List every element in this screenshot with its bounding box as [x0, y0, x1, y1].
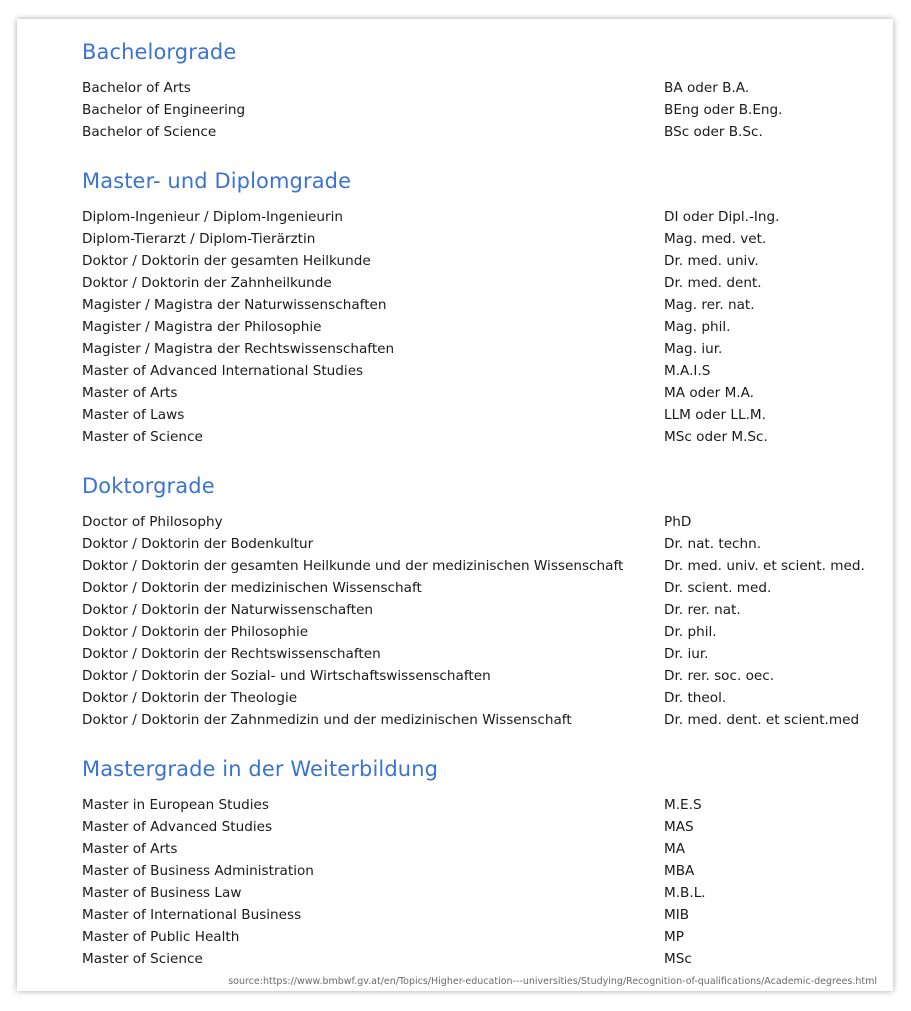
- degrees-card: [17, 19, 893, 991]
- degree-name: Doktor / Doktorin der medizinischen Wissenschaft: [82, 580, 422, 596]
- degree-row: [82, 599, 882, 621]
- degree-name: Bachelor of Science: [82, 124, 217, 140]
- degree-abbreviation: Dr. rer. soc. oec.: [664, 668, 775, 684]
- degree-row: [82, 838, 882, 860]
- degree-list: [82, 206, 882, 448]
- section-title: Mastergrade in der Weiterbildung: [82, 757, 439, 781]
- degree-name: Bachelor of Engineering: [82, 102, 246, 118]
- degree-name: Doktor / Doktorin der Zahnheilkunde: [82, 275, 332, 291]
- degree-name: Master of Public Health: [82, 929, 240, 945]
- degree-name: Doktor / Doktorin der Zahnmedizin und der medizinischen Wissenschaft: [82, 712, 572, 728]
- degree-row: [82, 338, 882, 360]
- degree-name: Magister / Magistra der Rechtswissenschaften: [82, 341, 395, 357]
- degree-name: Master of Business Administration: [82, 863, 314, 879]
- degree-row: [82, 709, 882, 731]
- degree-abbreviation: MP: [664, 929, 684, 945]
- degree-list: [82, 794, 882, 970]
- degree-row: [82, 294, 882, 316]
- section-title: Bachelorgrade: [82, 40, 237, 64]
- degree-name: Master of Arts: [82, 841, 178, 857]
- degree-abbreviation: MA: [664, 841, 686, 857]
- degree-abbreviation: Dr. med. univ.: [664, 253, 759, 269]
- degree-row: [82, 228, 882, 250]
- degree-name: Doktor / Doktorin der Naturwissenschaften: [82, 602, 374, 618]
- degree-abbreviation: Dr. iur.: [664, 646, 709, 662]
- section-bachelorgrade: [82, 39, 882, 143]
- degree-abbreviation: Dr. phil.: [664, 624, 717, 640]
- degree-abbreviation: Dr. scient. med.: [664, 580, 772, 596]
- degree-abbreviation: MAS: [664, 819, 694, 835]
- source-citation: source:https://www.bmbwf.gv.at/en/Topics/Higher-education---universities/Studying/Recognition-of-qualifications/Academic-degrees.html: [228, 976, 877, 987]
- degree-list: [82, 511, 882, 731]
- section-doktorgrade: [82, 473, 882, 731]
- degree-abbreviation: M.B.L.: [664, 885, 706, 901]
- degree-abbreviation: Mag. iur.: [664, 341, 723, 357]
- degree-name: Master of Laws: [82, 407, 185, 423]
- degree-row: [82, 316, 882, 338]
- degree-row: [82, 816, 882, 838]
- degree-row: [82, 687, 882, 709]
- section-mastergrade-weiterbildung: [82, 756, 882, 970]
- degree-name: Doktor / Doktorin der Philosophie: [82, 624, 309, 640]
- degree-abbreviation: Dr. med. univ. et scient. med.: [664, 558, 865, 574]
- degree-abbreviation: Mag. med. vet.: [664, 231, 767, 247]
- degree-row: [82, 621, 882, 643]
- degree-row: [82, 555, 882, 577]
- degree-name: Doctor of Philosophy: [82, 514, 223, 530]
- degree-row: [82, 426, 882, 448]
- degree-row: [82, 882, 882, 904]
- degree-row: [82, 926, 882, 948]
- degree-abbreviation: Dr. rer. nat.: [664, 602, 741, 618]
- degree-abbreviation: M.A.I.S: [664, 363, 711, 379]
- degree-abbreviation: Mag. phil.: [664, 319, 731, 335]
- degree-row: [82, 860, 882, 882]
- degree-abbreviation: MBA: [664, 863, 695, 879]
- degree-name: Doktor / Doktorin der gesamten Heilkunde und der medizinischen Wissenschaft: [82, 558, 624, 574]
- degree-name: Diplom-Ingenieur / Diplom-Ingenieurin: [82, 209, 343, 225]
- degree-row: [82, 643, 882, 665]
- degree-row: [82, 533, 882, 555]
- degree-name: Master of Advanced Studies: [82, 819, 273, 835]
- degree-name: Magister / Magistra der Naturwissenschaften: [82, 297, 387, 313]
- degree-abbreviation: Dr. nat. techn.: [664, 536, 762, 552]
- degree-name: Bachelor of Arts: [82, 80, 191, 96]
- degree-name: Doktor / Doktorin der Sozial- und Wirtschaftswissenschaften: [82, 668, 491, 684]
- degree-name: Magister / Magistra der Philosophie: [82, 319, 322, 335]
- section-master-diplomgrade: [82, 168, 882, 448]
- degree-row: [82, 382, 882, 404]
- degree-row: [82, 511, 882, 533]
- degree-row: [82, 360, 882, 382]
- degree-abbreviation: MSc: [664, 951, 692, 967]
- degree-row: [82, 250, 882, 272]
- degree-abbreviation: PhD: [664, 514, 692, 530]
- degree-abbreviation: Dr. med. dent.: [664, 275, 762, 291]
- degree-name: Doktor / Doktorin der Theologie: [82, 690, 298, 706]
- degree-name: Master of Advanced International Studies: [82, 363, 364, 379]
- degree-abbreviation: M.E.S: [664, 797, 702, 813]
- degree-abbreviation: Mag. rer. nat.: [664, 297, 755, 313]
- degree-row: [82, 948, 882, 970]
- degree-abbreviation: MSc oder M.Sc.: [664, 429, 768, 445]
- degree-row: [82, 272, 882, 294]
- degree-name: Diplom-Tierarzt / Diplom-Tierärztin: [82, 231, 316, 247]
- degree-row: [82, 77, 882, 99]
- degree-row: [82, 121, 882, 143]
- degree-abbreviation: BA oder B.A.: [664, 80, 750, 96]
- degree-name: Master of Arts: [82, 385, 178, 401]
- degree-row: [82, 794, 882, 816]
- degree-abbreviation: BEng oder B.Eng.: [664, 102, 783, 118]
- degree-row: [82, 665, 882, 687]
- degree-row: [82, 577, 882, 599]
- degree-abbreviation: Dr. theol.: [664, 690, 727, 706]
- degree-name: Master in European Studies: [82, 797, 269, 813]
- section-title: Doktorgrade: [82, 474, 215, 498]
- degree-abbreviation: DI oder Dipl.-Ing.: [664, 209, 780, 225]
- degree-abbreviation: LLM oder LL.M.: [664, 407, 766, 423]
- degree-abbreviation: MA oder M.A.: [664, 385, 754, 401]
- degree-row: [82, 404, 882, 426]
- degree-row: [82, 206, 882, 228]
- section-title: Master- und Diplomgrade: [82, 169, 352, 193]
- degree-list: [82, 77, 882, 143]
- degree-name: Master of International Business: [82, 907, 302, 923]
- degree-name: Master of Science: [82, 429, 203, 445]
- degree-name: Master of Business Law: [82, 885, 242, 901]
- degree-abbreviation: MIB: [664, 907, 690, 923]
- degree-name: Master of Science: [82, 951, 203, 967]
- degree-name: Doktor / Doktorin der Bodenkultur: [82, 536, 314, 552]
- degree-row: [82, 99, 882, 121]
- degree-row: [82, 904, 882, 926]
- degree-abbreviation: BSc oder B.Sc.: [664, 124, 763, 140]
- degree-abbreviation: Dr. med. dent. et scient.med: [664, 712, 860, 728]
- degree-name: Doktor / Doktorin der Rechtswissenschaften: [82, 646, 381, 662]
- degree-name: Doktor / Doktorin der gesamten Heilkunde: [82, 253, 371, 269]
